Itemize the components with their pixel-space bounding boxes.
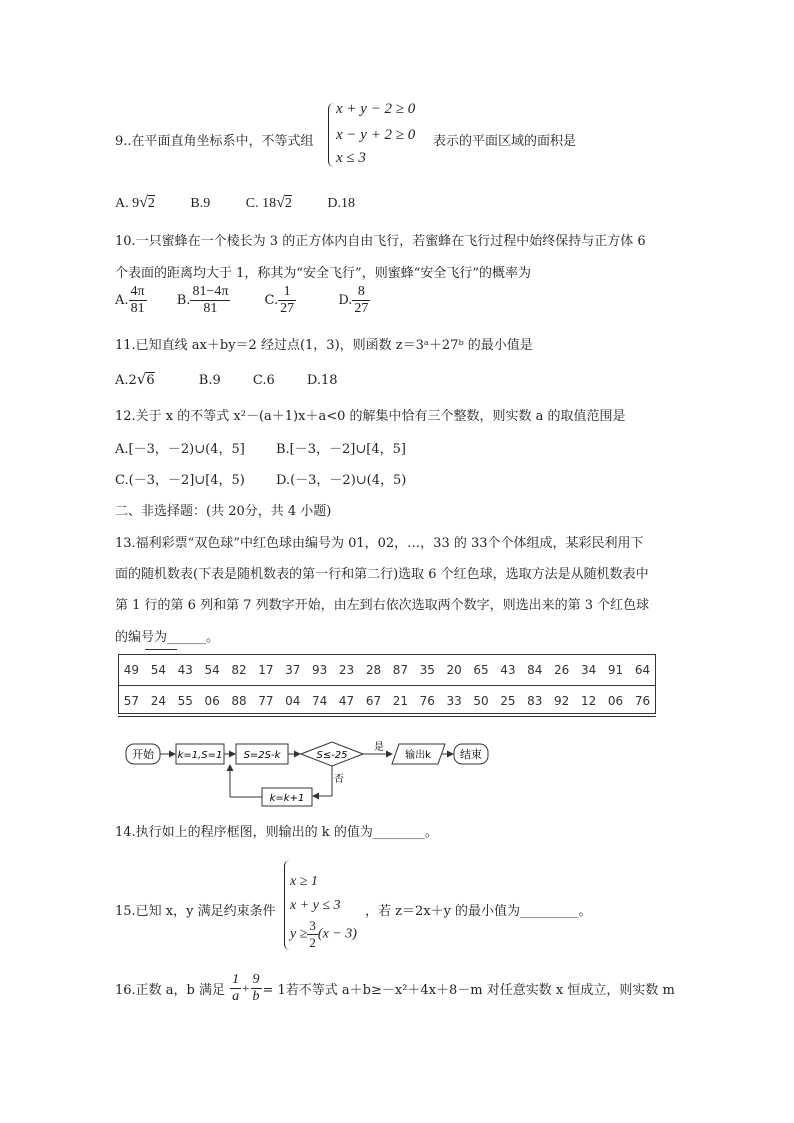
table-cell: 54 <box>145 655 172 686</box>
q15-c2: x + y ≤ 3 <box>290 898 341 913</box>
flow-init-label: k=1,S=1 <box>177 750 223 761</box>
flow-assign-label: S=2S-k <box>243 750 281 761</box>
table-cell: 65 <box>468 655 495 686</box>
q9-lead: 9..在平面直角坐标系中，不等式组 <box>115 134 314 149</box>
table-cell: 64 <box>629 655 656 686</box>
q12-option-b: B.[－3，－2]∪[4，5] <box>276 442 406 457</box>
flow-start-label: 开始 <box>132 748 154 761</box>
flow-end-label: 结束 <box>460 748 482 761</box>
q11-option-a: A.2√6 <box>115 370 155 388</box>
table-cell: 17 <box>252 655 279 686</box>
table-cell: 83 <box>521 686 548 717</box>
q15-c3: y ≥ $\frac{3}{2}$ (x − 3) <box>290 918 357 950</box>
table-cell: 28 <box>360 655 387 686</box>
table-cell: 35 <box>414 655 441 686</box>
flow-output-label: 输出k <box>405 750 431 761</box>
q10-option-c: C. $\frac{1}{27}$ <box>264 284 295 316</box>
table-cell: 88 <box>226 686 253 717</box>
table-cell: 77 <box>252 686 279 717</box>
random-number-table <box>118 654 656 717</box>
table-cell: 20 <box>441 655 468 686</box>
table-cell: 50 <box>468 686 495 717</box>
q9-option-b: B.9 <box>190 196 211 211</box>
flowchart <box>120 738 500 810</box>
q13-line2: 面的随机数表(下表是随机数表的第一行和第二行)选取 6 个红色球，选取方法是从随机数表中 <box>115 567 649 582</box>
table-cell: 76 <box>414 686 441 717</box>
table-cell: 23 <box>333 655 360 686</box>
table-cell: 25 <box>494 686 521 717</box>
q10-option-d: D. $\frac{8}{27}$ <box>338 284 369 316</box>
table-cell: 57 <box>118 686 145 717</box>
table-cell: 34 <box>575 655 602 686</box>
q9-trail: 表示的平面区域的面积是 <box>433 134 577 149</box>
q13-line1: 13.福利彩票“双色球”中红色球由编号为 01，02，…，33 的 33个个体组成，某彩民利用下 <box>115 536 644 551</box>
table-cell: 76 <box>629 686 656 717</box>
table-cell: 06 <box>199 686 226 717</box>
flow-decision-label: S≤-25 <box>316 750 348 761</box>
q10-line1: 10.一只蜜蜂在一个棱长为 3 的正方体内自由飞行，若蜜蜂在飞行过程中始终保持与正方体 6 <box>115 234 646 249</box>
q15-c1: x ≥ 1 <box>290 874 318 889</box>
q12-stem: 12.关于 x 的不等式 x²－(a＋1)x＋a<0 的解集中恰有三个整数，则实数 a 的取值范围是 <box>115 409 626 424</box>
table-cell: 74 <box>306 686 333 717</box>
q16-stem: 16.正数 a，b 满足 $\frac{1}{a}$ + $\frac{9}{b}$ = 1若不等式 a＋b≥－x²＋4x＋8－m 对任意实数 x 恒成立，则实数 m <box>115 972 675 1004</box>
table-cell: 49 <box>118 655 145 686</box>
q12-option-c: C.(－3，－2]∪[4，5) <box>115 473 245 488</box>
section-heading: 二、非选择题：(共 20分，共 4 小题) <box>115 504 332 519</box>
table-cell: 12 <box>575 686 602 717</box>
table-cell: 67 <box>360 686 387 717</box>
table-cell: 04 <box>279 686 306 717</box>
q15-trail: ，若 z＝2x＋y 的最小值为_________。 <box>365 904 592 919</box>
q11-option-c: C.6 <box>252 373 275 388</box>
q10-option-a: A. $\frac{4\pi}{81}$ <box>115 284 145 316</box>
table-cell: 92 <box>548 686 575 717</box>
q9-option-a: A. 9√2 <box>115 194 155 211</box>
q13-line3: 第 1 行的第 6 列和第 7 列数字开始，由左到右依次选取两个数字，则选出来的第 3 个红色球 <box>115 598 650 613</box>
table-cell: 37 <box>279 655 306 686</box>
q9-option-d: D.18 <box>327 196 355 211</box>
table-row <box>118 655 656 686</box>
table-cell: 24 <box>145 686 172 717</box>
flow-incr-label: k=k+1 <box>269 793 305 804</box>
q12-option-a: A.[－3，－2)∪(4，5] <box>115 442 245 457</box>
q10-options <box>115 284 370 317</box>
table-cell: 33 <box>441 686 468 717</box>
q9-ineq1: x + y − 2 ≥ 0 <box>336 101 416 117</box>
q9-option-c: C. 18√2 <box>245 194 292 211</box>
q13-line4: 的编号为______。 <box>115 630 220 645</box>
table-cell: 87 <box>387 655 414 686</box>
table-cell: 26 <box>548 655 575 686</box>
table-cell: 06 <box>602 686 629 717</box>
q11-stem: 11.已知直线 ax＋by＝2 经过点(1，3)，则函数 z＝3ᵃ＋27ᵇ 的最小值是 <box>115 338 533 353</box>
q11-options <box>115 370 338 388</box>
table-cell: 47 <box>333 686 360 717</box>
q9-ineq2: x − y + 2 ≥ 0 <box>336 127 416 143</box>
table-cell: 43 <box>172 655 199 686</box>
table-cell: 93 <box>306 655 333 686</box>
flow-yes-label: 是 <box>374 742 384 753</box>
q12-option-d: D.(－3，－2)∪(4，5) <box>276 473 407 488</box>
table-cell: 21 <box>387 686 414 717</box>
q10-option-b: B. $\frac{81-4\pi}{81}$ <box>176 284 229 316</box>
q9-ineq3: x ≤ 3 <box>336 150 366 166</box>
q10-line2: 个表面的距离均大于 1，称其为“安全飞行”，则蜜蜂“安全飞行”的概率为 <box>115 266 531 281</box>
q13-underline-mark <box>145 649 177 650</box>
table-row <box>118 686 656 717</box>
flow-no-label: 否 <box>334 774 344 785</box>
table-cell: 55 <box>172 686 199 717</box>
table-cell: 54 <box>199 655 226 686</box>
q9-options <box>115 194 355 212</box>
q11-option-d: D.18 <box>306 373 338 388</box>
table-cell: 82 <box>226 655 253 686</box>
table-cell: 43 <box>494 655 521 686</box>
q15-lead: 15.已知 x，y 满足约束条件 <box>115 904 276 919</box>
table-cell: 91 <box>602 655 629 686</box>
q14-stem: 14.执行如上的程序框图，则输出的 k 的值为________。 <box>115 825 438 840</box>
table-cell: 84 <box>521 655 548 686</box>
q11-option-b: B.9 <box>198 373 221 388</box>
